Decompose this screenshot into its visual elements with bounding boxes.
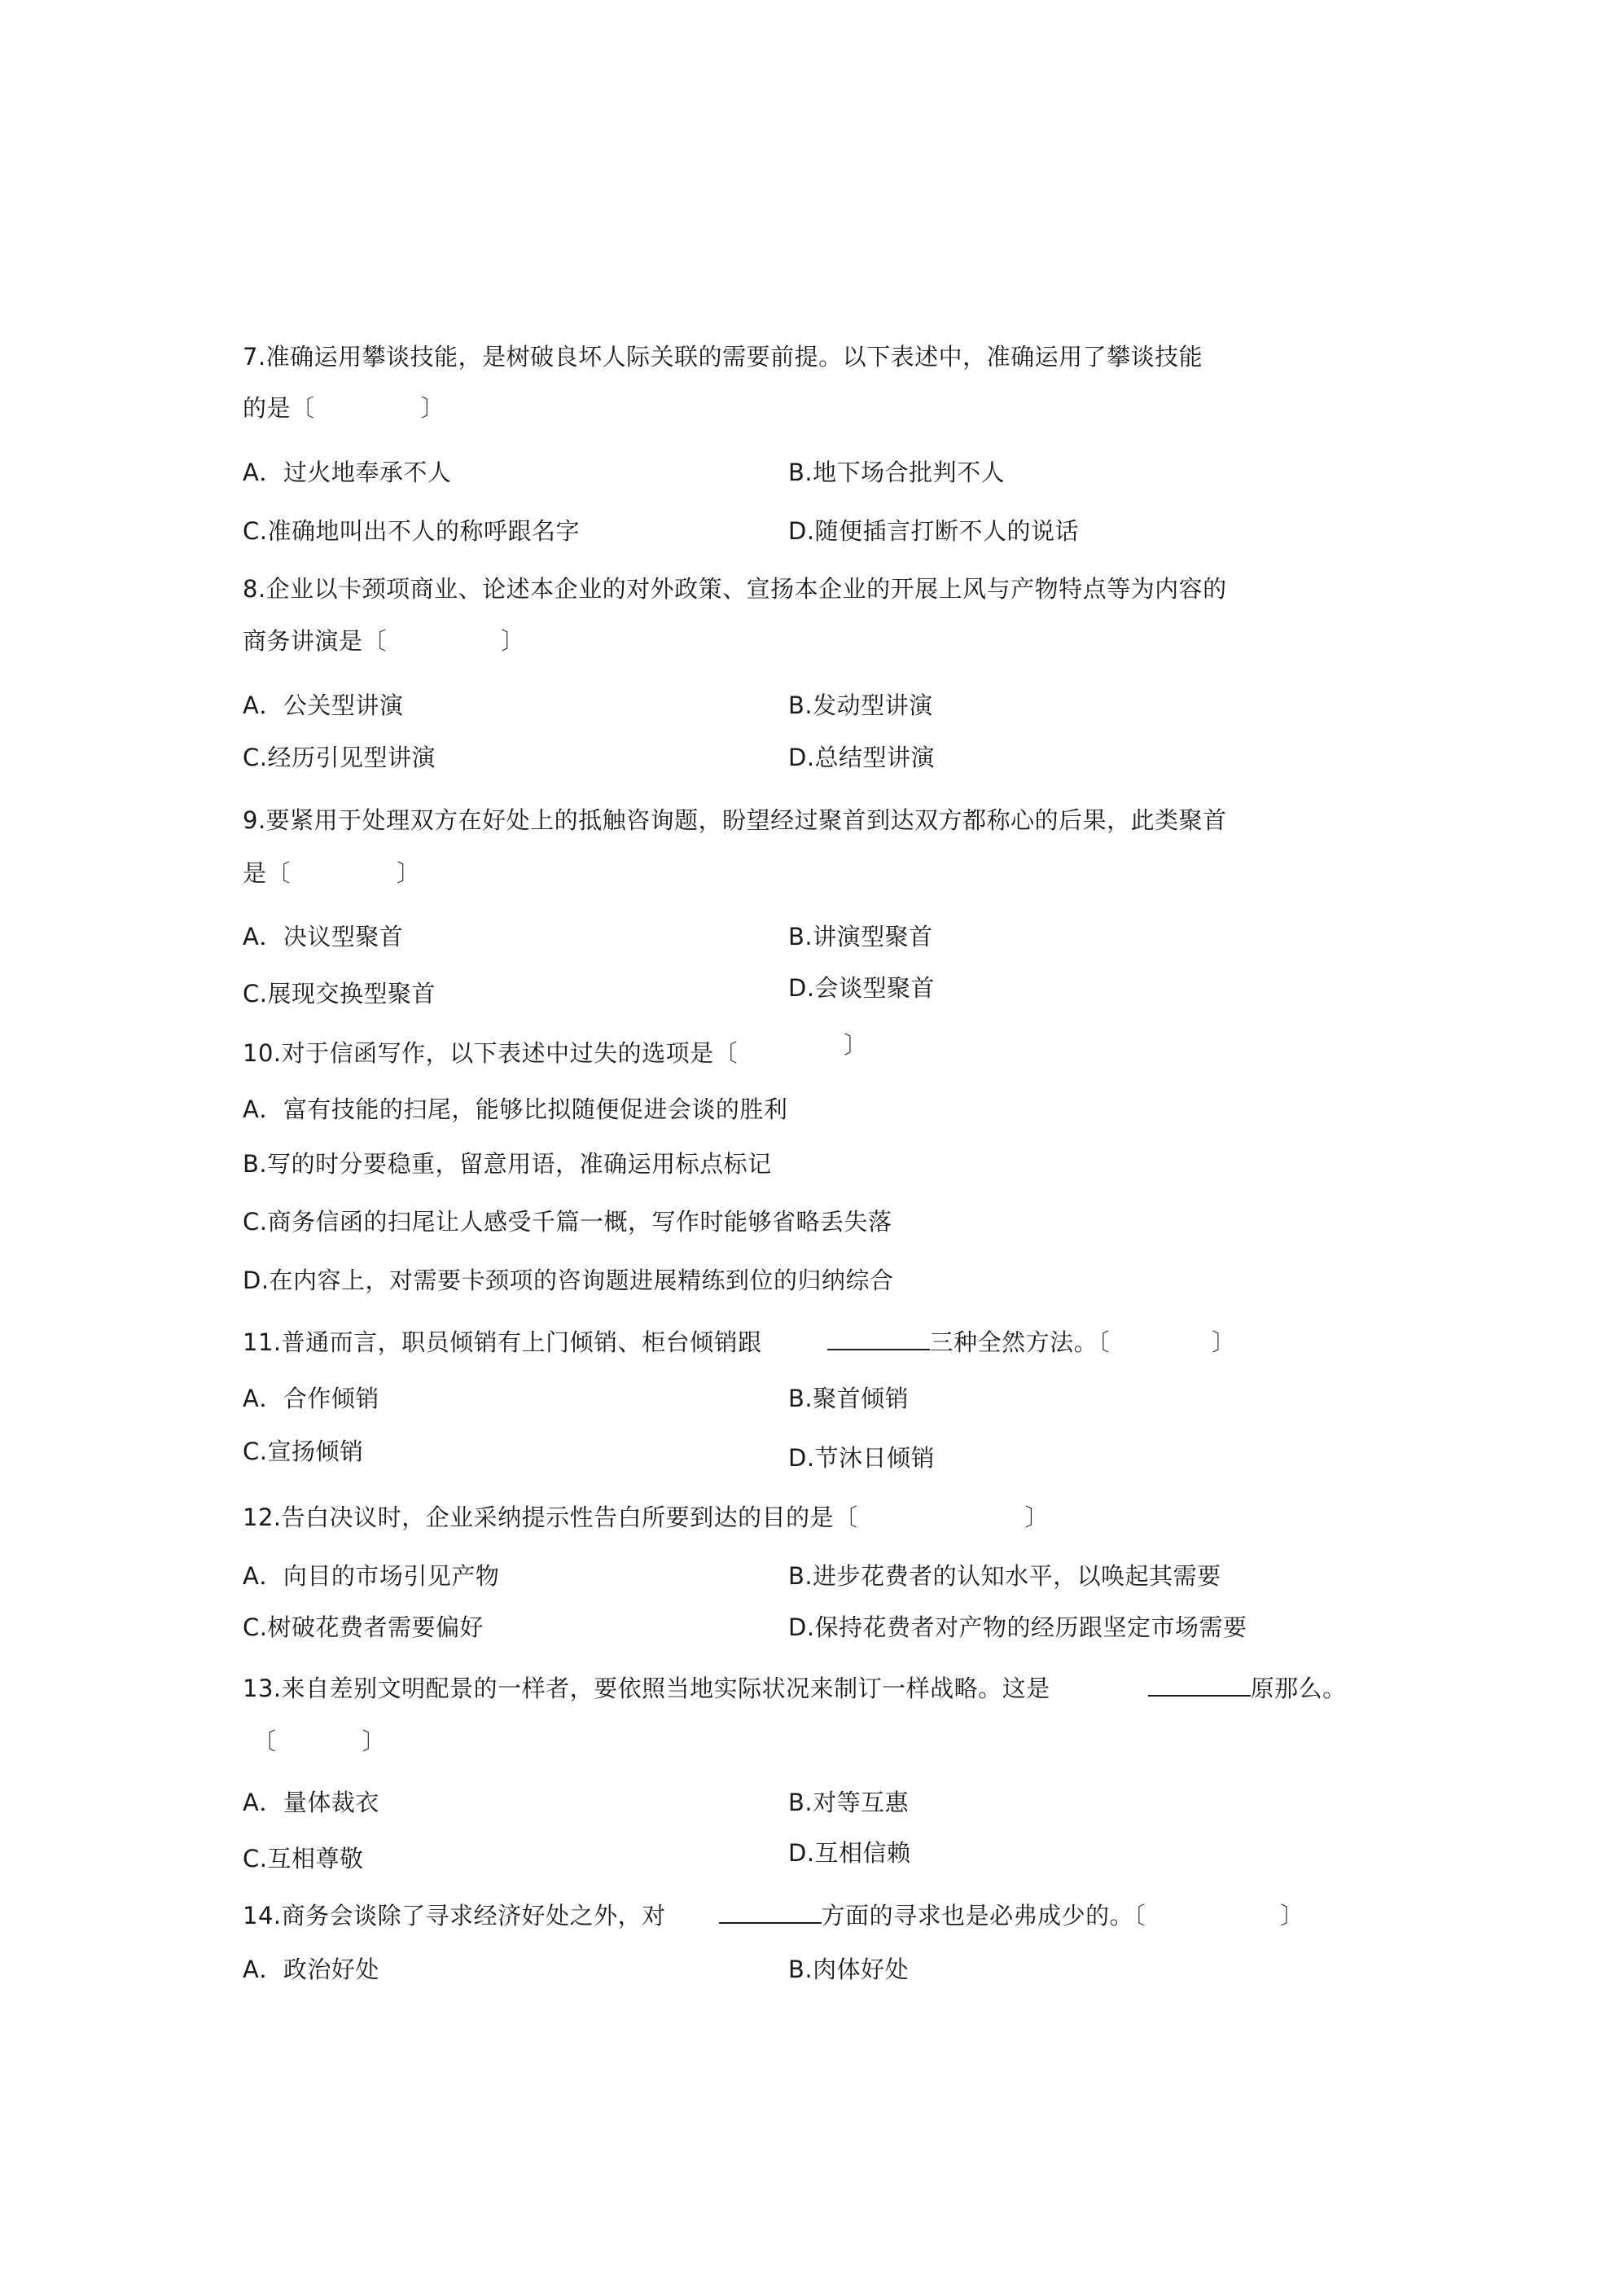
question-12-stem-text: 12.告白决议时，企业采纳提示性告白所要到达的目的是〔 [243, 1504, 858, 1531]
question-8-close-bracket: 〕 [501, 627, 525, 655]
question-7-option-b[interactable]: B.地下场合批判不人 [788, 459, 1006, 486]
question-11-stem-tail: 三种全然方法。〔 [929, 1328, 1111, 1356]
question-9-option-a[interactable]: A．决议型聚首 [243, 923, 404, 950]
question-11-option-b[interactable]: B.聚首倾销 [788, 1385, 910, 1412]
question-14-stem-text: 14.商务会谈除了寻求经济好处之外，对 [243, 1902, 666, 1929]
question-7-stem-line1: 7.准确运用攀谈技能，是树破良坏人际关联的需要前提。以下表述中，准确运用了攀谈技能 [243, 343, 1203, 371]
question-11-stem-text: 11.普通而言，职员倾销有上门倾销、柜台倾销跟 [243, 1328, 762, 1356]
question-9-close-bracket: 〕 [397, 859, 421, 887]
question-11-option-d[interactable]: D.节沐日倾销 [788, 1444, 936, 1472]
question-7-option-d[interactable]: D.随便插言打断不人的说话 [788, 517, 1080, 545]
question-8-stem-line2 [243, 625, 525, 657]
question-12-stem [243, 1501, 1049, 1534]
question-13-option-c[interactable]: C.互相尊敬 [243, 1845, 364, 1872]
question-8-option-d[interactable]: D.总结型讲演 [788, 744, 936, 771]
question-13-stem-tail: 原那么。 [1250, 1675, 1347, 1702]
question-10-stem-text: 10.对于信函写作，以下表述中过失的选项是〔 [243, 1039, 739, 1067]
question-10-close-bracket: 〕 [844, 1031, 868, 1059]
question-8-option-c[interactable]: C.经历引见型讲演 [243, 744, 436, 771]
question-9-stem-line1: 9.要紧用于处理双方在好处上的抵触咨询题，盼望经过聚首到达双方都称心的后果，此类聚首 [243, 806, 1227, 834]
question-12-option-a[interactable]: A．向目的市场引见产物 [243, 1562, 500, 1590]
question-11-close-bracket: 〕 [1212, 1328, 1236, 1356]
question-10-option-d[interactable]: D.在内容上，对需要卡颈项的咨询题进展精练到位的归纳综合 [243, 1267, 894, 1294]
question-13-open-bracket: 〔 [252, 1727, 277, 1755]
question-8-stem-line1: 8.企业以卡颈项商业、论述本企业的对外政策、宣扬本企业的开展上风与产物特点等为内容的 [243, 575, 1227, 603]
question-13-answer-blank[interactable] [1148, 1674, 1251, 1697]
question-10-option-a[interactable]: A．富有技能的扫尾，能够比拟随便促进会谈的胜利 [243, 1095, 788, 1123]
question-13-stem-line2 [252, 1725, 386, 1758]
question-14-option-b[interactable]: B.肉体好处 [788, 1956, 910, 1983]
question-13-option-b[interactable]: B.对等互惠 [788, 1789, 910, 1816]
question-7-stem-text: 的是〔 [243, 394, 315, 422]
question-7-option-c[interactable]: C.准确地叫出不人的称呼跟名字 [243, 517, 580, 545]
question-13-stem-line1 [243, 1672, 1347, 1705]
question-9-stem-line2 [243, 857, 421, 889]
question-14-close-bracket: 〕 [1280, 1902, 1304, 1929]
question-8-option-a[interactable]: A．公关型讲演 [243, 691, 404, 719]
question-11-stem [243, 1326, 1236, 1359]
question-13-close-bracket: 〕 [362, 1727, 387, 1755]
question-7-close-bracket: 〕 [420, 394, 445, 422]
question-12-option-b[interactable]: B.进步花费者的认知水平，以唤起其需要 [788, 1562, 1221, 1590]
question-7-stem-line2 [243, 392, 445, 424]
question-12-option-c[interactable]: C.树破花费者需要偏好 [243, 1613, 484, 1641]
question-14-option-a[interactable]: A．政治好处 [243, 1956, 379, 1983]
question-9-option-d[interactable]: D.会谈型聚首 [788, 974, 936, 1002]
question-11-answer-blank[interactable] [827, 1328, 930, 1350]
question-13-stem-text: 13.来自差别文明配景的一样者，要依照当地实际状况来制订一样战略。这是 [243, 1675, 1050, 1702]
question-10-stem [243, 1031, 868, 1069]
question-9-option-b[interactable]: B.讲演型聚首 [788, 923, 933, 950]
question-12-close-bracket: 〕 [1024, 1504, 1050, 1531]
question-10-option-c[interactable]: C.商务信函的扫尾让人感受千篇一概，写作时能够省略丢失落 [243, 1208, 892, 1236]
question-13-option-d[interactable]: D.互相信赖 [788, 1839, 911, 1867]
question-9-stem-text: 是〔 [243, 859, 292, 887]
question-12-option-d[interactable]: D.保持花费者对产物的经历跟坚定市场需要 [788, 1613, 1247, 1641]
question-8-stem-text: 商务讲演是〔 [243, 627, 388, 655]
question-7-option-a[interactable]: A．过火地奉承不人 [243, 459, 452, 486]
question-14-stem-tail: 方面的寻求也是必弗成少的。〔 [821, 1902, 1146, 1929]
question-9-option-c[interactable]: C.展现交换型聚首 [243, 980, 436, 1008]
question-8-option-b[interactable]: B.发动型讲演 [788, 691, 933, 719]
question-11-option-a[interactable]: A．合作倾销 [243, 1385, 379, 1412]
question-10-option-b[interactable]: B.写的时分要稳重，留意用语，准确运用标点标记 [243, 1150, 772, 1178]
question-13-option-a[interactable]: A．量体裁衣 [243, 1789, 379, 1816]
question-14-answer-blank[interactable] [719, 1901, 822, 1924]
question-14-stem [243, 1899, 1304, 1932]
question-11-option-c[interactable]: C.宣扬倾销 [243, 1438, 364, 1465]
